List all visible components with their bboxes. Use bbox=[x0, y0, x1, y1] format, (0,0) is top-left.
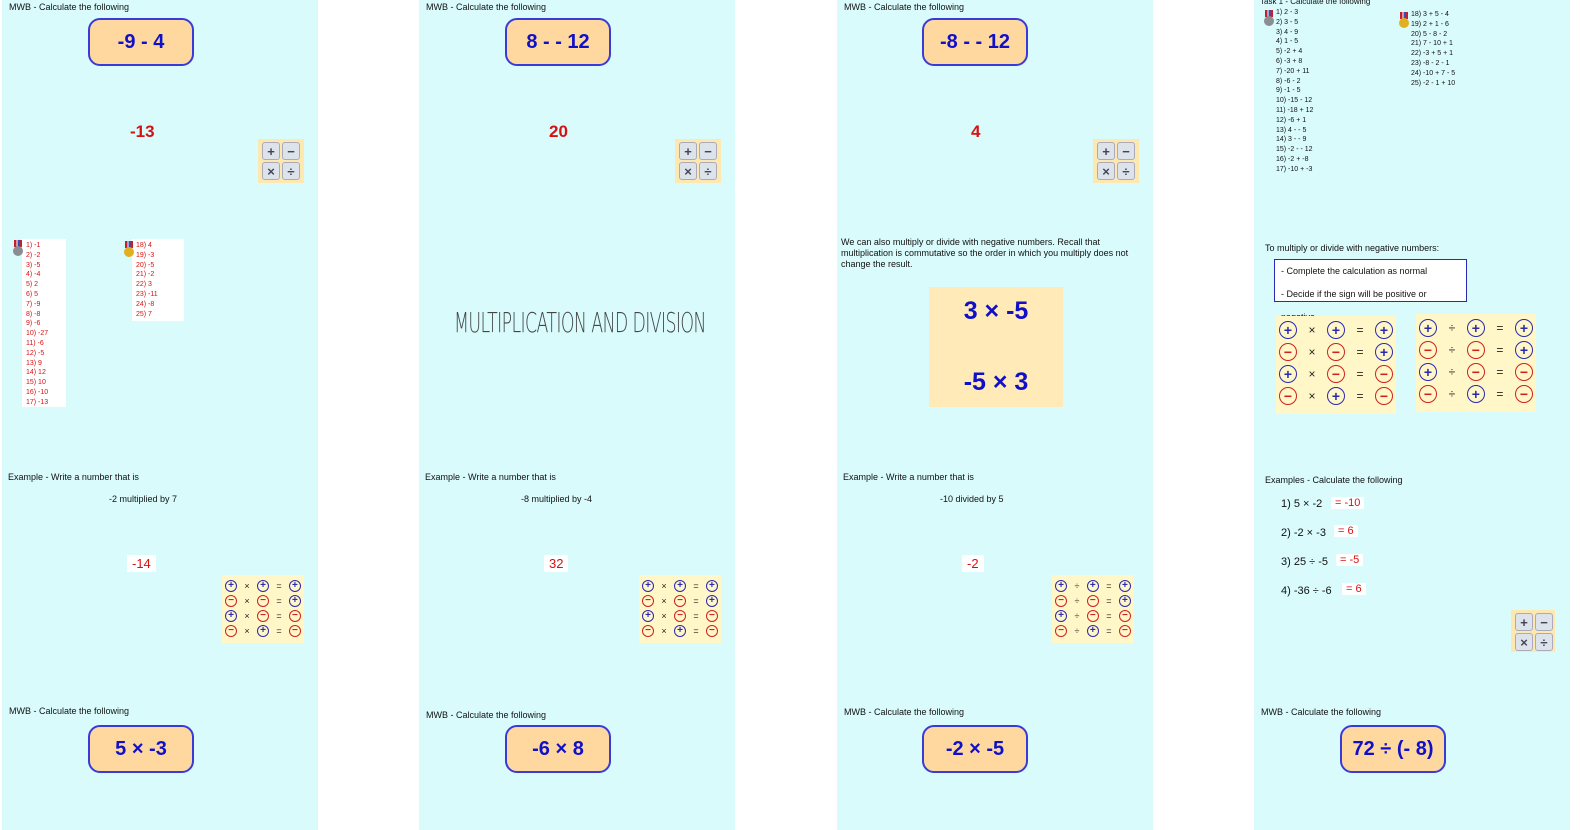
plus-circle-icon: + bbox=[225, 610, 237, 622]
task-header: Task 1 - Calculate the following bbox=[1260, 0, 1371, 6]
silver-medal-icon bbox=[1264, 10, 1274, 26]
footer-question-box: 72 ÷ (- 8) bbox=[1340, 725, 1446, 773]
footer-header: MWB - Calculate the following bbox=[426, 710, 547, 720]
footer-header: MWB - Calculate the following bbox=[1261, 707, 1382, 717]
example-answer: -14 bbox=[127, 555, 156, 572]
operations-icon bbox=[675, 139, 721, 183]
step-1: - Complete the calculation as normal bbox=[1281, 266, 1428, 276]
multiply-rules-table: + × + = + − × − = + + × − = − − × + = − bbox=[1276, 316, 1396, 414]
example-4-question: 4) -36 ÷ -6 bbox=[1281, 585, 1332, 597]
example-2-answer: = 6 bbox=[1334, 525, 1358, 537]
plus-icon: + bbox=[1515, 613, 1533, 631]
example-answer: -2 bbox=[962, 555, 984, 572]
times-icon: × bbox=[262, 162, 280, 180]
minus-circle-icon: − bbox=[225, 625, 237, 637]
footer-question-box: 5 × -3 bbox=[88, 725, 194, 773]
plus-circle-icon: + bbox=[289, 595, 301, 607]
minus-circle-icon: − bbox=[225, 595, 237, 607]
answers-list-right: 18) 4 19) -3 20) -5 21) -2 22) 3 23) -11 24) -8 25) 7 bbox=[132, 239, 184, 321]
times-icon: × bbox=[1097, 162, 1115, 180]
minus-circle-icon: − bbox=[289, 610, 301, 622]
answer: 4 bbox=[971, 122, 981, 141]
commutative-top: 3 × -5 bbox=[963, 297, 1029, 325]
slide-header: MWB - Calculate the following bbox=[844, 2, 965, 12]
plus-icon: + bbox=[679, 142, 697, 160]
minus-icon: − bbox=[1535, 613, 1553, 631]
sign-rules-table: + × + = + − × − = + + × − = − − × + = − bbox=[222, 575, 304, 643]
footer-header: MWB - Calculate the following bbox=[9, 706, 130, 716]
question-box: -8 - - 12 bbox=[922, 18, 1028, 66]
step-2: - Decide if the sign will be positive or bbox=[1281, 289, 1427, 299]
answer: -13 bbox=[130, 122, 155, 141]
steps-box bbox=[1274, 259, 1467, 302]
gold-medal-icon bbox=[1399, 12, 1409, 28]
times-icon: × bbox=[679, 162, 697, 180]
divide-icon: ÷ bbox=[1535, 633, 1553, 651]
slide-3 bbox=[837, 0, 1153, 830]
plus-circle-icon: + bbox=[257, 625, 269, 637]
footer-question-box: -2 × -5 bbox=[922, 725, 1028, 773]
divide-rules-table: + ÷ + = + − ÷ − = + + ÷ − = − − ÷ + = − bbox=[1416, 314, 1536, 412]
plus-circle-icon: + bbox=[225, 580, 237, 592]
example-1-answer: = -10 bbox=[1331, 497, 1364, 509]
gold-medal-icon bbox=[124, 241, 134, 257]
example-text: -2 multiplied by 7 bbox=[109, 494, 178, 504]
task-list-right: 18) 3 + 5 - 4 19) 2 + 1 - 6 20) 5 - 8 - 2 21) 7 - 10 + 1 22) -3 + 5 + 1 23) -8 - 2 - 1 24) -10 + 7 - 5 25) -2 - 1 + 10 bbox=[1411, 11, 1456, 87]
divide-icon: ÷ bbox=[699, 162, 717, 180]
examples-header: Examples - Calculate the following bbox=[1265, 475, 1403, 485]
section-title: MULTIPLICATION AND DIVISION bbox=[454, 306, 706, 339]
times-icon: × bbox=[1515, 633, 1533, 651]
example-header: Example - Write a number that is bbox=[843, 472, 974, 482]
sign-rules-table: + ÷ + = + − ÷ − = + + ÷ − = − − ÷ + = − bbox=[1052, 575, 1134, 643]
example-4-answer: = 6 bbox=[1342, 583, 1366, 595]
divide-icon: ÷ bbox=[282, 162, 300, 180]
minus-icon: − bbox=[699, 142, 717, 160]
operations-icon bbox=[1093, 139, 1139, 183]
minus-circle-icon: − bbox=[257, 595, 269, 607]
commutative-bottom: -5 × 3 bbox=[963, 368, 1029, 396]
example-1-question: 1) 5 × -2 bbox=[1281, 498, 1323, 510]
commutative-example bbox=[929, 287, 1063, 407]
example-header: Example - Write a number that is bbox=[8, 472, 139, 482]
example-answer: 32 bbox=[544, 555, 568, 572]
minus-icon: − bbox=[1117, 142, 1135, 160]
sign-rules-table: + × + = + − × − = + + × − = − − × + = − bbox=[639, 575, 721, 643]
silver-medal-icon bbox=[13, 240, 23, 256]
minus-circle-icon: − bbox=[257, 610, 269, 622]
slide-2 bbox=[419, 0, 735, 830]
operations-icon bbox=[258, 139, 304, 183]
example-header: Example - Write a number that is bbox=[425, 472, 556, 482]
answer: 20 bbox=[549, 122, 568, 141]
example-text: -10 divided by 5 bbox=[940, 494, 1004, 504]
minus-icon: − bbox=[282, 142, 300, 160]
rules-header: To multiply or divide with negative numbers: bbox=[1265, 243, 1440, 253]
footer-header: MWB - Calculate the following bbox=[844, 707, 965, 717]
example-3-answer: = -5 bbox=[1336, 554, 1363, 566]
example-2-question: 2) -2 × -3 bbox=[1281, 527, 1326, 539]
question-box: 8 - - 12 bbox=[505, 18, 611, 66]
divide-icon: ÷ bbox=[1117, 162, 1135, 180]
footer-question-box: -6 × 8 bbox=[505, 725, 611, 773]
slide-1 bbox=[2, 0, 318, 830]
plus-circle-icon: + bbox=[289, 580, 301, 592]
slide-header: MWB - Calculate the following bbox=[9, 2, 130, 12]
plus-icon: + bbox=[1097, 142, 1115, 160]
slide-header: MWB - Calculate the following bbox=[426, 2, 547, 12]
example-3-question: 3) 25 ÷ -5 bbox=[1281, 556, 1329, 568]
question-box: -9 - 4 bbox=[88, 18, 194, 66]
example-text: -8 multiplied by -4 bbox=[521, 494, 593, 504]
answers-list-left: 1) -1 2) -2 3) -5 4) -4 5) 2 6) 5 7) -9 8) -8 9) -6 10) -27 11) -6 12) -5 13) 9 14) 12 15) 10 16) -10 17) -13 bbox=[22, 239, 66, 407]
operations-icon bbox=[1511, 610, 1555, 652]
minus-circle-icon: − bbox=[289, 625, 301, 637]
plus-circle-icon: + bbox=[257, 580, 269, 592]
plus-icon: + bbox=[262, 142, 280, 160]
intro-paragraph: We can also multiply or divide with negative numbers. Recall that multiplication is commutative so the order in which you multiply does not change the result. bbox=[841, 237, 1129, 269]
task-list-left: 1) 2 - 3 2) 3 - 5 3) 4 - 9 4) 1 - 5 5) -2 + 4 6) -3 + 8 7) -20 + 11 8) -6 - 2 9) -1 - 5 10) -15 - 12 11) -18 + 12 12) -6 + 1 13) 4 - - 5 14) 3 - - 9 15) -2 - - 12 16) -2 + -8 17) -10 + -3 bbox=[1276, 9, 1314, 173]
slide-4 bbox=[1254, 0, 1570, 830]
